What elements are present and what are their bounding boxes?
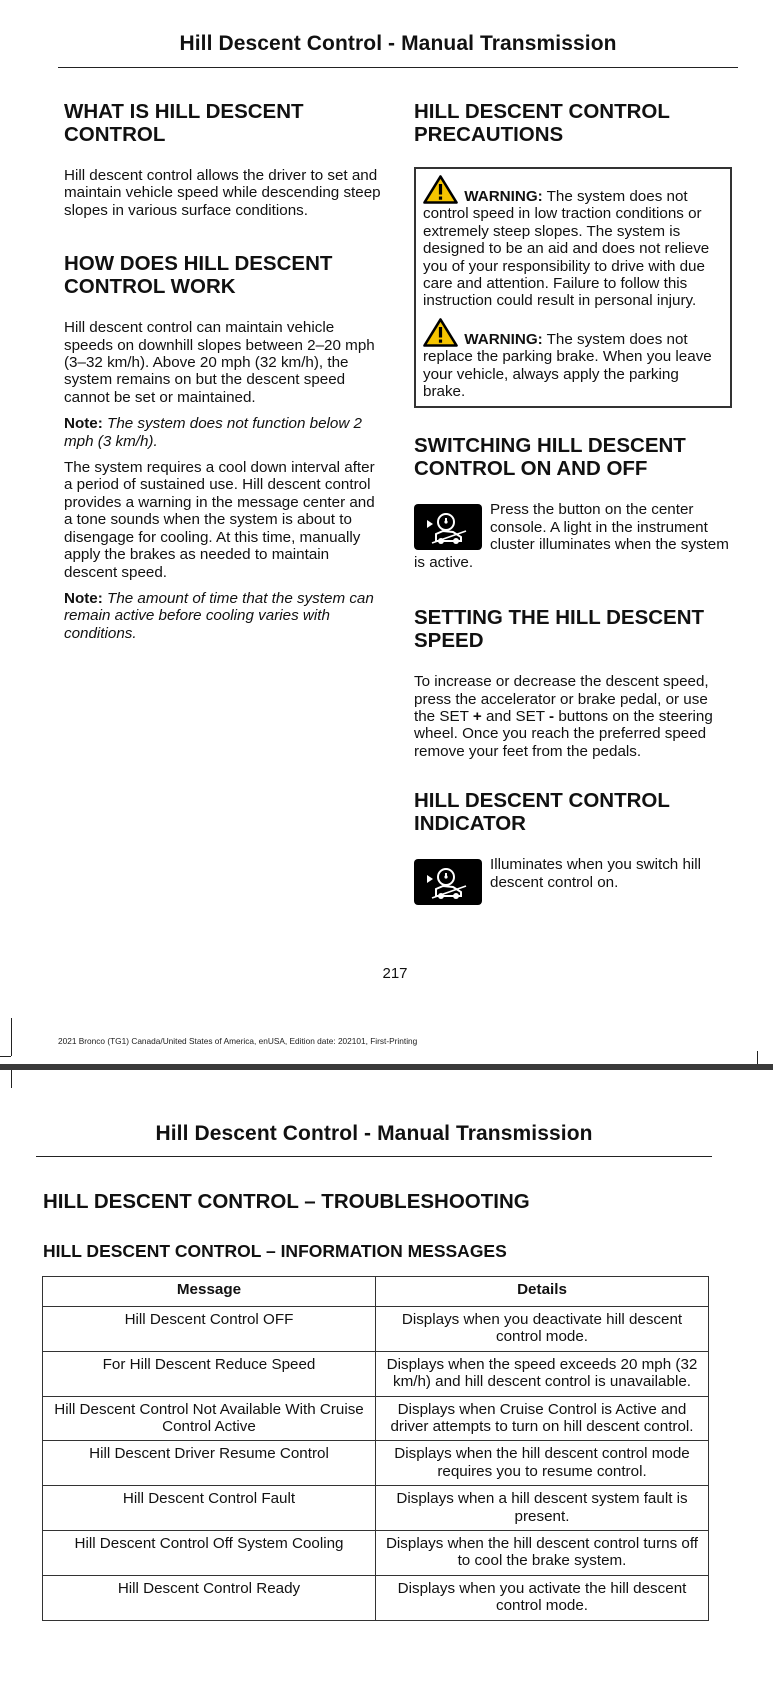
warning-text: The system does not replace the parking brake. When you leave your vehicle, always apply the parking brake. [423,330,712,401]
warning-triangle-icon [423,175,458,204]
note-text: The amount of time that the system can remain active before cooling varies with conditions. [64,589,374,642]
note-cooling [64,590,386,642]
warning-text: The system does not control speed in low traction conditions or extremely steep slopes. The system is designed to be an aid and does not relieve you of your responsibility to drive with due care and attention. Failure to follow this instruction could result in personal injury. [423,188,710,310]
message-cell: Hill Descent Driver Resume Control [43,1441,376,1486]
details-cell: Displays when a hill descent system fault is present. [376,1486,709,1531]
table-row [43,1441,709,1486]
note-speed [64,415,386,450]
what-is-body: Hill descent control allows the driver to set and maintain vehicle speed while descending steep slopes in various surface conditions. [64,167,381,219]
indicator-row [414,856,732,907]
header-rule [36,1156,712,1157]
note-label: Note: [64,589,103,607]
hill-descent-control-icon [414,504,482,550]
how-works-heading: HOW DOES HILL DESCENT CONTROL WORK [64,252,333,299]
left-column [64,100,386,651]
right-column [414,100,732,907]
details-cell: Displays when the speed exceeds 20 mph (32 km/h) and hill descent control is unavailable. [376,1351,709,1396]
note-text: The system does not function below 2 mph (3 km/h). [64,415,363,450]
what-is-heading: WHAT IS HILL DESCENT CONTROL [64,100,304,146]
message-cell: For Hill Descent Reduce Speed [43,1351,376,1396]
table-row [43,1486,709,1531]
warning-triangle-icon [423,318,458,347]
message-cell: Hill Descent Control Ready [43,1575,376,1620]
warning-item [423,318,724,401]
details-cell: Displays when Cruise Control is Active and driver attempts to turn on hill descent control. [376,1396,709,1441]
setting-body [414,673,732,760]
table-row [43,1351,709,1396]
crop-mark [0,1056,11,1057]
troubleshooting-heading: HILL DESCENT CONTROL – TROUBLESHOOTING [43,1190,530,1213]
message-cell: Hill Descent Control OFF [43,1307,376,1352]
details-cell: Displays when the hill descent control mode requires you to resume control. [376,1441,709,1486]
setting-text-3: buttons on the steering wheel. Once you reach the preferred speed remove your feet from the pedals. [414,707,713,760]
switching-row [414,501,732,580]
precautions-heading: HILL DESCENT CONTROL PRECAUTIONS [414,100,670,146]
details-cell: Displays when the hill descent control turns off to cool the brake system. [376,1531,709,1576]
switching-heading: SWITCHING HILL DESCENT CONTROL ON AND OFF [414,434,686,481]
table-row [43,1531,709,1576]
page-separator [0,1064,773,1070]
page-header: Hill Descent Control - Manual Transmission [155,1122,593,1145]
details-cell: Displays when you deactivate hill descent control mode. [376,1307,709,1352]
table-header-row [43,1277,709,1307]
indicator-heading: HILL DESCENT CONTROL INDICATOR [414,789,670,836]
setting-text-1: To increase or decrease the descent speed, press the accelerator or brake pedal, or use the SET [414,673,709,725]
table-row [43,1396,709,1441]
message-cell: Hill Descent Control Fault [43,1486,376,1531]
manual-page-218 [0,1080,773,1700]
details-cell: Displays when you activate the hill descent control mode. [376,1575,709,1620]
column-header-details: Details [376,1277,709,1307]
warning-item [423,175,724,310]
header-rule [58,67,738,68]
indicator-body: Illuminates when you switch hill descent control on. [490,856,702,891]
page-number: 217 [382,965,408,982]
crop-mark [11,1018,12,1056]
setting-heading: SETTING THE HILL DESCENT SPEED [414,606,705,653]
hill-descent-control-icon [414,859,482,905]
set-plus-symbol: + [472,707,482,725]
warning-box [414,167,732,408]
information-messages-table [42,1276,709,1621]
warning-label: WARNING: [464,330,543,348]
column-header-message: Message [43,1277,376,1307]
page-header: Hill Descent Control - Manual Transmission [179,32,617,55]
cooldown-body: The system requires a cool down interval after a period of sustained use. Hill descent control provides a warning in the message center and a tone sounds when the system is about to disengage for cooling. At this time, manually apply the brakes as needed to maintain descent speed. [64,459,375,581]
message-cell: Hill Descent Control Not Available With Cruise Control Active [43,1396,376,1441]
information-messages-heading: HILL DESCENT CONTROL – INFORMATION MESSAGES [43,1241,507,1261]
message-cell: Hill Descent Control Off System Cooling [43,1531,376,1576]
switching-body: Press the button on the center console. A light in the instrument cluster illuminates when the system is active. [414,501,729,571]
table-row [43,1307,709,1352]
warning-label: WARNING: [464,188,543,205]
table-row [43,1575,709,1620]
setting-text-2: and SET [485,707,545,725]
note-label: Note: [64,415,103,433]
how-works-body: Hill descent control can maintain vehicle speeds on downhill slopes between 2–20 mph (3–32 km/h). Above 20 mph (32 km/h), the system remains on but the descent speed cannot be set or maintained. [64,319,375,406]
set-minus-symbol: - [549,707,555,725]
edition-footer: 2021 Bronco (TG1) Canada/United States of America, enUSA, Edition date: 202101, First-Printing [58,1036,418,1046]
